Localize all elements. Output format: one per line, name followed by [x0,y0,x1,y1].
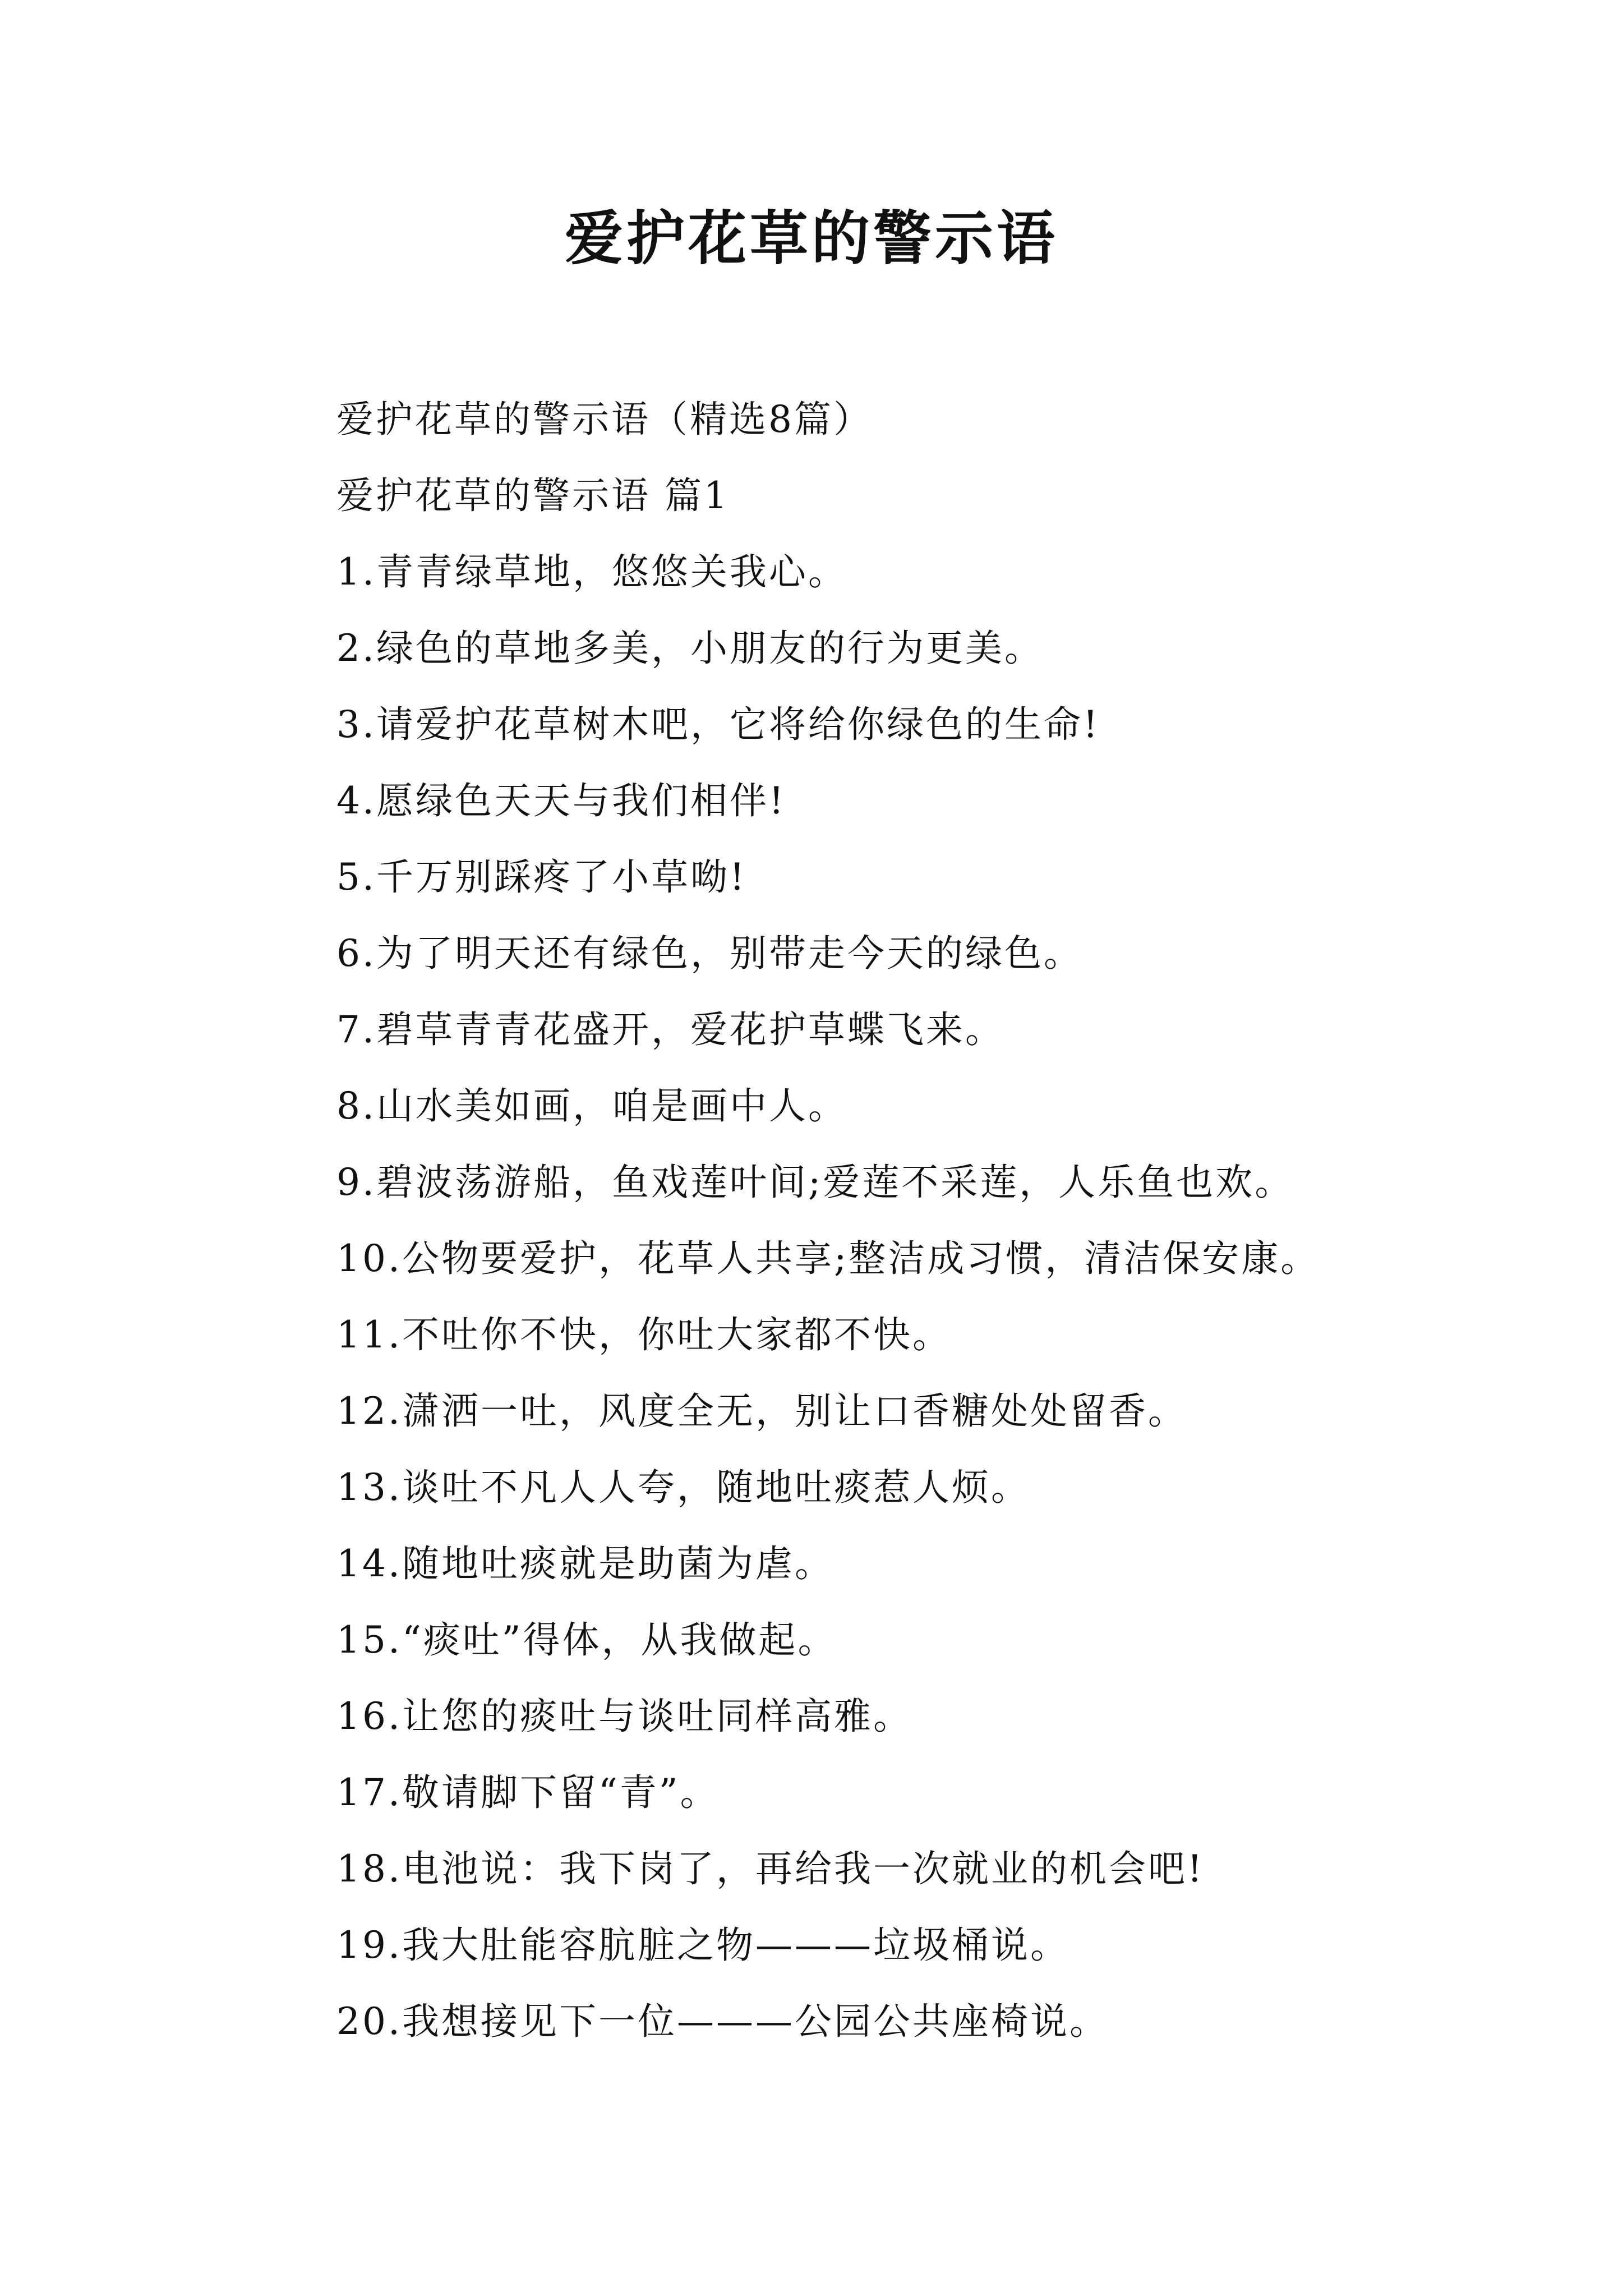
slogan-item: 2.绿色的草地多美，小朋友的行为更美。 [336,627,1044,670]
slogan-item: 5.千万别踩疼了小草呦! [336,855,747,899]
slogan-item: 11.不吐你不快，你吐大家都不快。 [336,1313,952,1356]
document-title: 爱护花草的警示语 [564,204,1058,273]
slogan-item: 10.公物要爱护，花草人共享;整洁成习惯，清洁保安康。 [336,1237,1320,1280]
slogan-item: 20.我想接见下一位———公园公共座椅说。 [336,2000,1109,2043]
document-body [336,381,1593,2060]
slogan-item: 16.让您的痰吐与谈吐同样高雅。 [336,1695,912,1738]
slogan-item: 9.碧波荡游船，鱼戏莲叶间;爱莲不采莲，人乐鱼也欢。 [336,1161,1294,1204]
slogan-item: 3.请爱护花草树木吧，它将给你绿色的生命! [336,703,1100,746]
slogan-item: 13.谈吐不凡人人夸，随地吐痰惹人烦。 [336,1466,1030,1509]
slogan-item: 4.愿绿色天天与我们相伴! [336,779,786,822]
slogan-item: 6.为了明天还有绿色，别带走今天的绿色。 [336,932,1083,975]
slogan-item: 8.山水美如画，咱是画中人。 [336,1084,847,1128]
slogan-item: 12.潇洒一吐，风度全无，别让口香糖处处留香。 [336,1389,1187,1433]
section-heading: 爱护花草的警示语 篇1 [336,474,730,517]
document-subtitle: 爱护花草的警示语（精选8篇） [336,398,873,441]
slogan-item: 19.我大肚能容肮脏之物———垃圾桶说。 [336,1924,1069,1967]
slogan-item: 18.电池说：我下岗了，再给我一次就业的机会吧! [336,1847,1205,1890]
slogan-item: 17.敬请脚下留“青”。 [336,1771,720,1814]
slogan-item: 14.随地吐痰就是助菌为虐。 [336,1542,834,1585]
slogan-item: 15.“痰吐”得体，从我做起。 [336,1618,837,1662]
slogan-item: 1.青青绿草地，悠悠关我心。 [336,550,847,593]
slogan-item: 7.碧草青青花盛开，爱花护草蝶飞来。 [336,1008,1004,1051]
